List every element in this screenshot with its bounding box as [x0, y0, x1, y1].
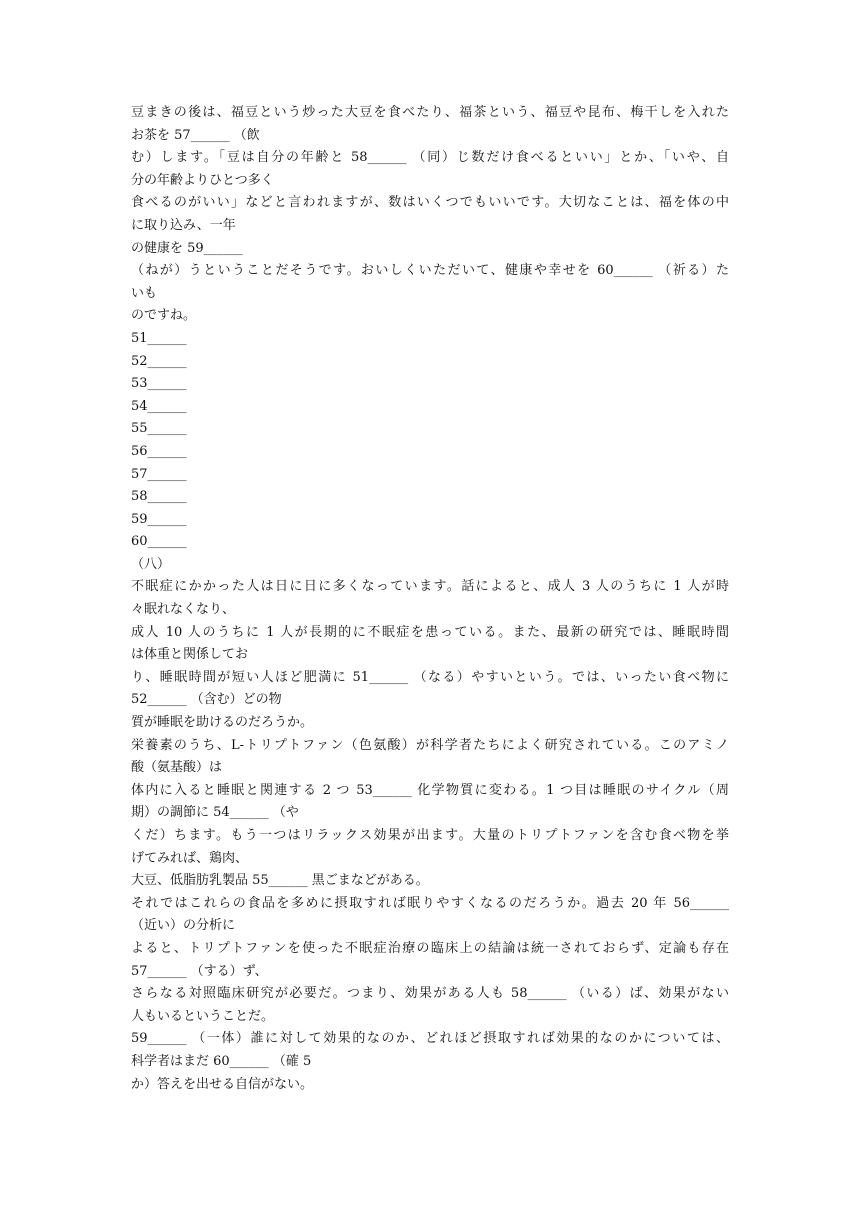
text-line: の健康を 59______: [131, 240, 243, 256]
text-line: 人もいるということだ。: [131, 1008, 275, 1024]
text-line: くだ）ちます。もう一つはリラックス効果が出ます。大量のトリプトファンを含む食べ物を挙: [131, 828, 729, 843]
text-line: は体重と関係してお: [131, 647, 249, 663]
text-line: り、睡眠時間が短い人ほど肥満に 51______ （なる）やすいという。では、いったい食べ物に: [131, 669, 729, 685]
text-line: 不眠症にかかった人は日に日に多くなっています。話によると、成人 3 人のうちに 1 人が時: [131, 579, 729, 595]
text-line: 52______: [131, 353, 187, 369]
text-line: 栄養素のうち、L-トリプトファン（色氨酸）が科学者たちによく研究されている。このアミノ: [131, 737, 729, 753]
text-line: 57______ （する）ず、: [131, 963, 268, 979]
text-line: 59______: [131, 511, 187, 527]
text-line: （ねが）うということだそうです。おいしくいただいて、健康や幸せを 60______ （祈る）た: [131, 263, 729, 279]
text-line: 分の年齢よりひとつ多く: [131, 172, 274, 188]
text-line: 豆まきの後は、福豆という炒った大豆を食べたり、福茶という、福豆や昆布、梅干しを入れた: [131, 105, 729, 120]
text-line: む）します。「豆は自分の年齢と 58______ （同）じ数だけ食べるといい」とか、「いや、自: [131, 150, 729, 166]
text-line: 55______: [131, 421, 187, 437]
text-line: 酸（氨基酸）は: [131, 760, 223, 776]
text-line: げてみれば、鶏肉、: [131, 850, 249, 866]
text-line: お茶を 57______ （飲: [131, 127, 260, 143]
text-line: 大豆、低脂肪乳製品 55______ 黒ごまなどがある。: [131, 873, 429, 889]
text-line: 53______: [131, 376, 187, 392]
text-line: のですね。: [131, 308, 197, 324]
text-line: 々眠れなくなり、: [131, 602, 236, 618]
text-line: いも: [131, 285, 158, 301]
text-line: 食べるのがいい」などと言われますが、数はいくつでもいいです。大切なことは、福を体の中: [131, 195, 729, 211]
text-line: に取り込み、一年: [131, 217, 236, 233]
text-line: 56______: [131, 443, 187, 459]
text-line: 科学者はまだ 60______ （確 5: [131, 1053, 312, 1069]
text-line: 51______: [131, 330, 187, 346]
text-line: 質が睡眠を助けるのだろうか。: [131, 715, 314, 731]
text-line: 59______ （一体）誰に対して効果的なのか、どれほど摂取すれば効果的なのかについては、: [131, 1031, 729, 1047]
text-line: 成人 10 人のうちに 1 人が長期的に不眠症を患っている。また、最新の研究では、睡眠時間: [131, 624, 729, 640]
text-line: よると、トリプトファンを使った不眠症治療の臨床上の結論は統一されておらず、定論も存在: [131, 940, 729, 956]
text-line: か）答えを出せる自信がない。: [131, 1076, 314, 1092]
text-line: 60______: [131, 534, 187, 550]
text-line: （八）: [131, 556, 171, 572]
text-line: 体内に入ると睡眠と関連する 2 つ 53______ 化学物質に変わる。1 つ目は睡眠のサイクル（周: [131, 782, 729, 798]
text-line: 52______ （含む）どの物: [131, 692, 282, 708]
text-line: 58______: [131, 489, 187, 505]
document-body: [131, 102, 729, 1096]
text-line: さらなる対照臨床研究が必要だ。つまり、効果がある人も 58______ （いる）ば、効果がない: [131, 986, 729, 1002]
text-line: 期）の調節に 54______ （や: [131, 805, 299, 821]
text-line: （近い）の分析に: [131, 918, 236, 934]
text-line: 54______: [131, 398, 187, 414]
text-line: 57______: [131, 466, 187, 482]
text-line: それではこれらの食品を多めに摂取すれば眠りやすくなるのだろうか。過去 20 年 56______: [131, 895, 729, 911]
